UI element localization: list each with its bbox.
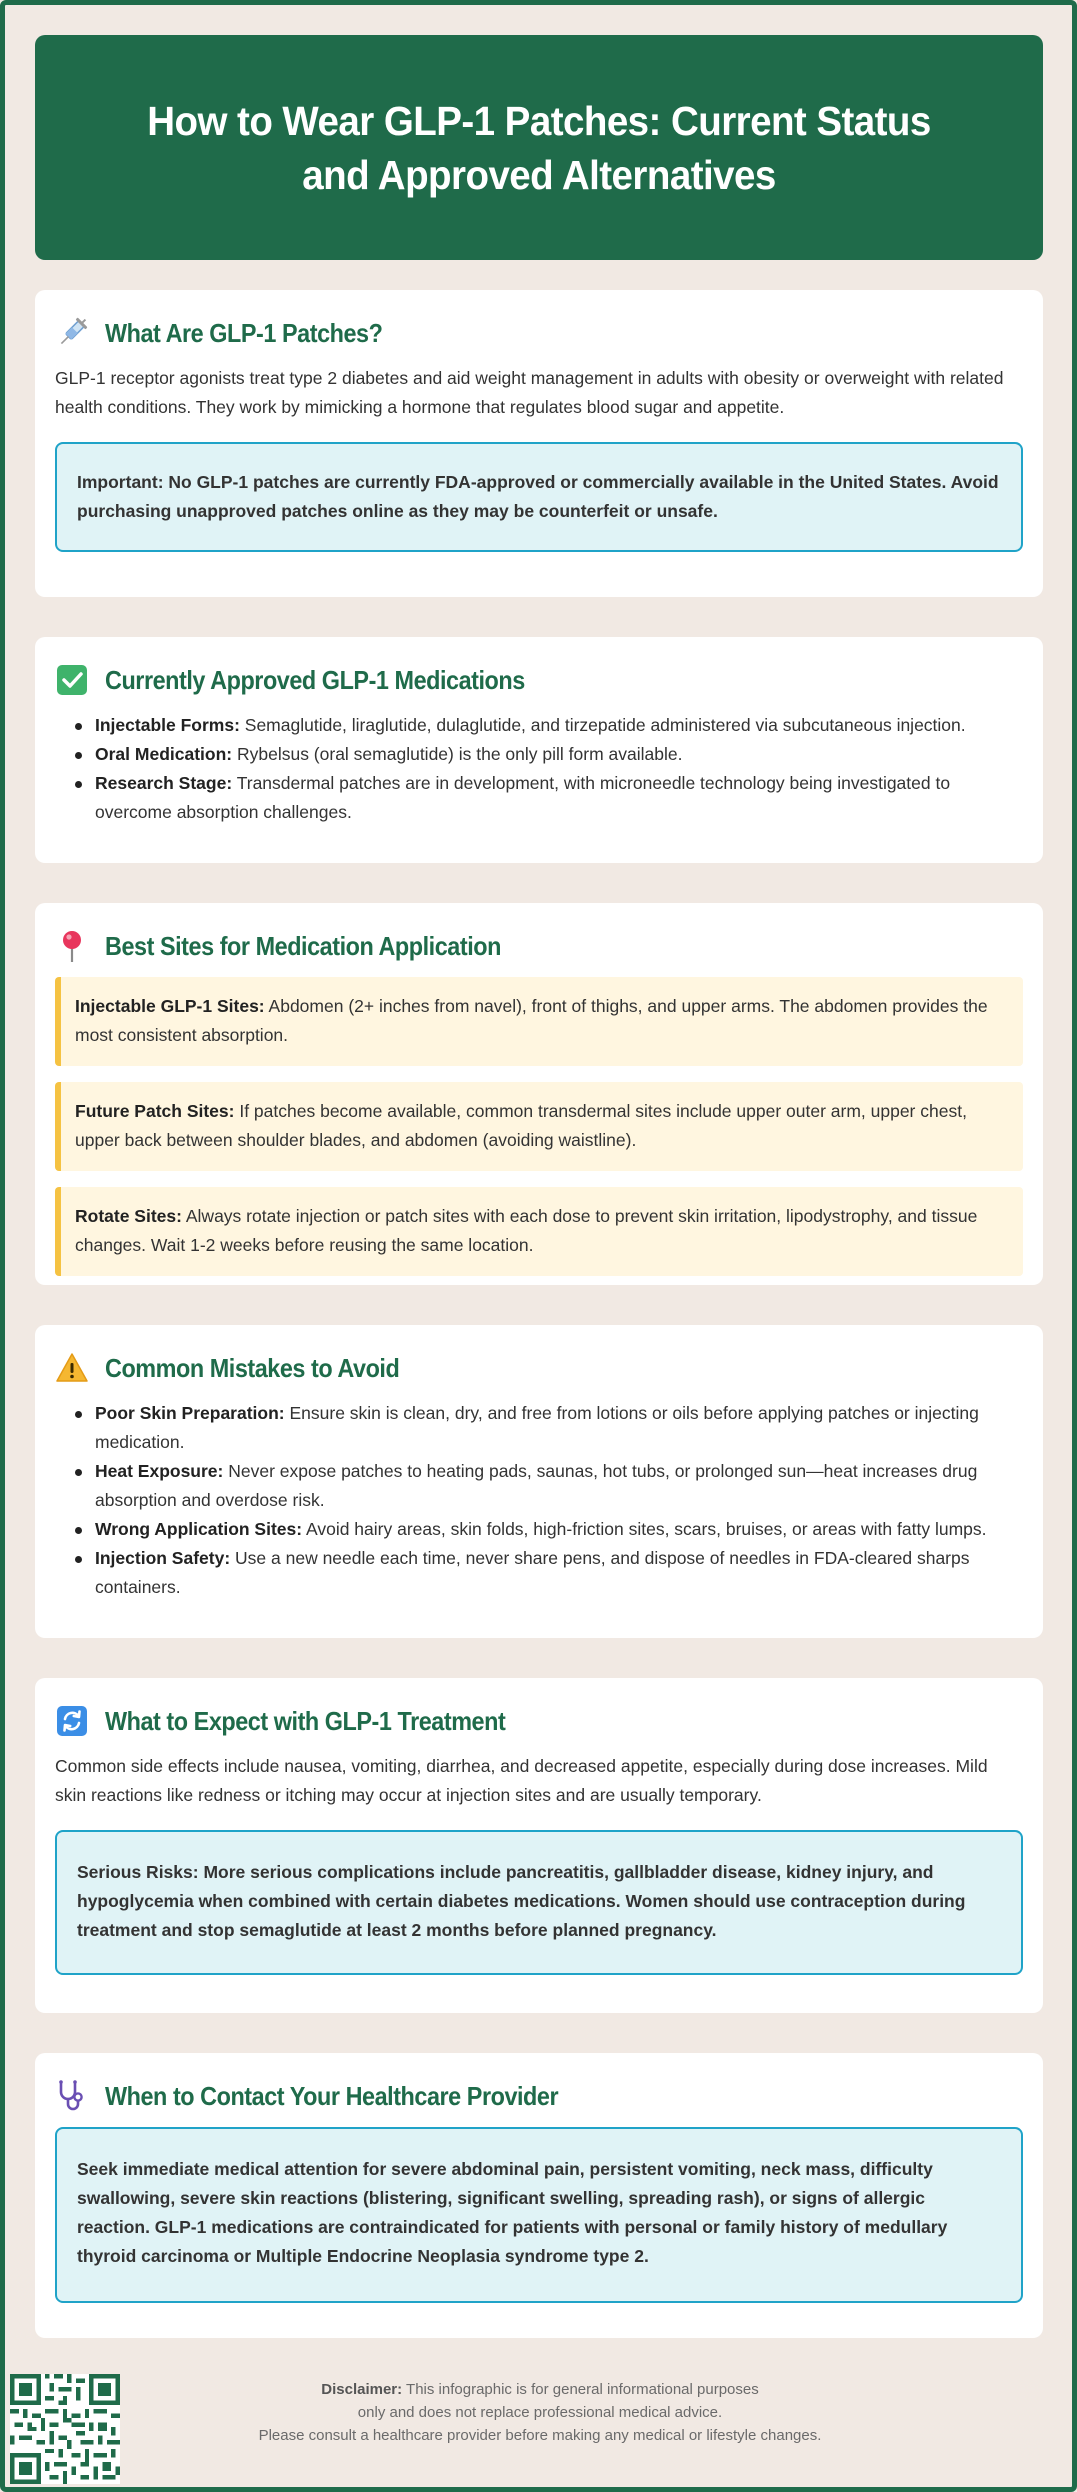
section-header	[55, 925, 1023, 967]
disclaimer-line: only and does not replace professional medical advice.	[357, 2404, 723, 2421]
section-body: Common side effects include nausea, vomiting, diarrhea, and decreased appetite, especially during dose increases. Mild skin reactions like redness or itching may occur at injection sites and are usually temporary.	[55, 1756, 988, 1805]
syringe-icon	[55, 316, 89, 350]
list-item: Wrong Application Sites: Avoid hairy areas, skin folds, high-friction sites, scars, bruises, or areas with fatty lumps.	[73, 1515, 1023, 1544]
list-item: Poor Skin Preparation: Ensure skin is clean, dry, and free from lotions or oils before applying patches or injecting medication.	[73, 1399, 1023, 1457]
section-contact-provider	[35, 2053, 1043, 2338]
section-what-are-patches	[35, 290, 1043, 597]
mistakes-list	[55, 1399, 1023, 1602]
list-item: Research Stage: Transdermal patches are in development, with microneedle technology being investigated to overcome absorption challenges.	[73, 769, 1023, 827]
section-body: GLP-1 receptor agonists treat type 2 diabetes and aid weight management in adults with obesity or overweight with related health conditions. They work by mimicking a hormone that regulates blood sugar and appetite.	[55, 368, 1004, 417]
list-item: Oral Medication: Rybelsus (oral semaglutide) is the only pill form available.	[73, 740, 1023, 769]
disclaimer	[180, 2378, 900, 2447]
warning-icon	[55, 1351, 89, 1385]
section-title: Currently Approved GLP-1 Medications	[105, 664, 525, 695]
section-approved-medications	[35, 637, 1043, 863]
page-header	[35, 35, 1043, 260]
section-common-mistakes	[35, 1325, 1043, 1638]
section-header	[55, 312, 1023, 354]
section-header	[55, 1347, 1023, 1389]
contact-callout: Seek immediate medical attention for severe abdominal pain, persistent vomiting, neck mass, difficulty swallowing, severe skin reactions (blistering, significant swelling, spreading rash), or signs of allergic reaction. GLP-1 medications are contraindicated for patients with personal or family history of medullary thyroid carcinoma or Multiple Endocrine Neoplasia syndrome type 2.	[55, 2127, 1023, 2303]
disclaimer-line: Disclaimer: This infographic is for general informational purposes	[321, 2381, 759, 2398]
section-header	[55, 2075, 1023, 2117]
approved-list	[55, 711, 1023, 827]
serious-risks-callout: Serious Risks: More serious complications include pancreatitis, gallbladder disease, kidney injury, and hypoglycemia when combined with certain diabetes medications. Women should use contraception during treatment and stop semaglutide at least 2 months before planned pregnancy.	[55, 1830, 1023, 1975]
section-header	[55, 1700, 1023, 1742]
note-rotate-sites: Rotate Sites: Always rotate injection or patch sites with each dose to prevent skin irritation, lipodystrophy, and tissue changes. Wait 1-2 weeks before reusing the same location.	[55, 1187, 1023, 1276]
check-box-icon	[55, 663, 89, 697]
section-title: Common Mistakes to Avoid	[105, 1352, 400, 1383]
list-item: Injectable Forms: Semaglutide, liraglutide, dulaglutide, and tirzepatide administered via subcutaneous injection.	[73, 711, 1023, 740]
section-what-to-expect	[35, 1678, 1043, 2013]
note-future-patch-sites: Future Patch Sites: If patches become available, common transdermal sites include upper outer arm, upper chest, upper back between shoulder blades, and abdomen (avoiding waistline).	[55, 1082, 1023, 1171]
refresh-icon	[55, 1704, 89, 1738]
section-title: What Are GLP-1 Patches?	[105, 317, 383, 348]
pushpin-icon	[55, 929, 89, 963]
list-item: Heat Exposure: Never expose patches to heating pads, saunas, hot tubs, or prolonged sun—heat increases drug absorption and overdose risk.	[73, 1457, 1023, 1515]
section-title: When to Contact Your Healthcare Provider	[105, 2080, 559, 2111]
list-item: Injection Safety: Use a new needle each time, never share pens, and dispose of needles in FDA-cleared sharps containers.	[73, 1544, 1023, 1602]
important-callout: Important: No GLP-1 patches are currently FDA-approved or commercially available in the United States. Avoid purchasing unapproved patches online as they may be counterfeit or unsafe.	[55, 442, 1023, 552]
page-title: How to Wear GLP-1 Patches: Current Status and Approved Alternatives	[147, 97, 931, 198]
note-injectable-sites: Injectable GLP-1 Sites: Abdomen (2+ inches from navel), front of thighs, and upper arms. The abdomen provides the most consistent absorption.	[55, 977, 1023, 1066]
section-title: What to Expect with GLP-1 Treatment	[105, 1705, 506, 1736]
section-title: Best Sites for Medication Application	[105, 930, 501, 961]
disclaimer-line: Please consult a healthcare provider before making any medical or lifestyle changes.	[258, 2427, 822, 2444]
section-best-sites	[35, 903, 1043, 1285]
stethoscope-icon	[55, 2079, 89, 2113]
qr-code[interactable]	[10, 2374, 120, 2484]
section-header	[55, 659, 1023, 701]
